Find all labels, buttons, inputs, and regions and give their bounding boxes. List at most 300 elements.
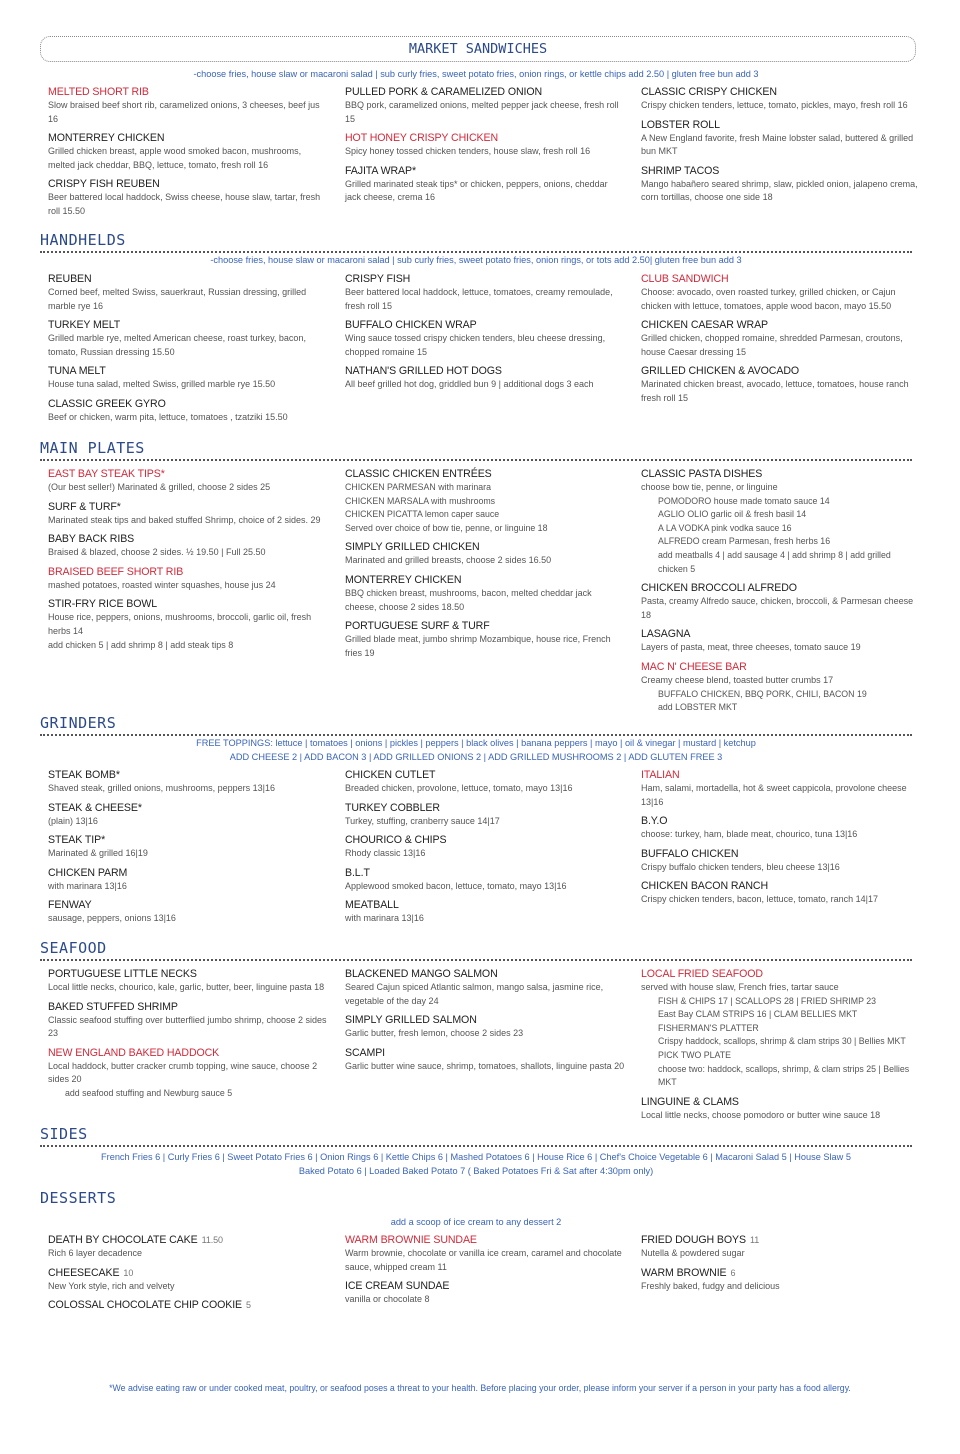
menu-item-name-text: TURKEY MELT [48,319,121,332]
menu-item-name-text: FENWAY [48,899,92,912]
handhelds-note: -choose fries, house slaw or macaroni salad | sub curly fries, sweet potato fries, onion rings, or tots add 2.50| gluten free bun add 3 [210,255,742,265]
menu-item-name-text: CLASSIC CRISPY CHICKEN [641,86,777,98]
grinders-addons-note: ADD CHEESE 2 | ADD BACON 3 | ADD GRILLED ONIONS 2 | ADD GRILLED MUSHROOMS 2 | ADD GLUTEN FREE 3 [229,752,723,762]
menu-item-name-text: LOCAL FRIED SEAFOOD [641,968,763,980]
menu-item-description: Local little necks, choose pomodoro or butter wine sauce 18 [641,1109,881,1120]
market-sandwiches-note: -choose fries, house slaw or macaroni salad | sub curly fries, sweet potato fries, onion rings, or kettle chips add 2.50 | gluten free bun add 3 [193,69,759,79]
menu-item-name [641,627,921,641]
menu-item [641,1233,921,1261]
menu-item-description: Rich 6 layer decadence [48,1248,143,1258]
menu-item-option: FISH & CHIPS 17 | SCALLOPS 28 | FRIED SHRIMP 23 [658,995,877,1006]
menu-item-option: Crispy haddock, scallops, shrimp & clam strips 30 | Bellies MKT [658,1036,906,1047]
menu-item-name [345,1046,625,1060]
menu-item [345,768,625,796]
menu-item-description: Choose: avocado, oven roasted turkey, grilled chicken, or Cajun chicken with lettuce, tomatoes, apple wood bacon, mayo 15.50 [641,287,896,311]
menu-item-name-text: MONTERREY CHICKEN [48,132,165,145]
menu-item-description: Beer battered local haddock, Swiss cheese, house slaw, tartar, fresh roll 15.50 [48,192,321,216]
menu-item-name-text: STEAK & CHEESE* [48,801,142,814]
desserts-title: DESSERTS [40,1189,117,1207]
menu-item-name-text: COLOSSAL CHOCOLATE CHIP COOKIE [48,1299,243,1312]
menu-item-name [345,866,625,880]
menu-item-name-text: CHICKEN BROCCOLI ALFREDO [641,582,797,595]
menu-item-description: vanilla or chocolate 8 [345,1294,430,1305]
menu-item [641,118,921,159]
menu-item-description: Pasta, creamy Alfredo sauce, chicken, broccoli, & Parmesan cheese 18 [641,596,914,620]
menu-item-price: 10 [123,1267,134,1278]
menu-item [345,1233,625,1274]
menu-item-name [345,573,625,587]
market-sandwiches-section [40,67,918,216]
menu-item-description: Wing sauce tossed crispy chicken tenders, bleu cheese dressing, chopped romaine 15 [345,333,606,357]
menu-item-description: Marinated steak tips and baked stuffed Shrimp, choice of 2 sides. 29 [48,514,321,525]
menu-item-description: Garlic butter, fresh lemon, choose 2 sides 23 [345,1028,524,1039]
menu-item-name [345,768,625,782]
menu-item-name [48,500,328,514]
menu-item-name [641,467,921,481]
menu-item-name [48,532,328,546]
menu-item-description: Corned beef, melted Swiss, sauerkraut, Russian dressing, grilled marble rye 16 [48,287,307,311]
menu-item-name-text: B.Y.O [641,815,668,828]
menu-item-description: (Our best seller!) Marinated & grilled, choose 2 sides 25 [48,482,271,492]
menu-item-name-text: TURKEY COBBLER [345,801,440,814]
menu-item-option: add LOBSTER MKT [658,702,738,713]
menu-item-description: Mango habañero seared shrimp, slaw, pickled onion, jalapeno crema, corn tortillas, choose one side 18 [641,178,918,203]
menu-item-option: POMODORO house made tomato sauce 14 [658,495,830,506]
menu-item-name-text: PORTUGUESE SURF & TURF [345,620,490,633]
menu-item [48,85,328,126]
menu-item-name [48,898,328,912]
menu-item [48,272,328,313]
menu-item-name [345,967,625,981]
menu-item-name-text: CLASSIC PASTA DISHES [641,468,763,480]
menu-item [345,540,625,568]
menu-item-name-text: STEAK BOMB* [48,769,120,781]
menu-item-description: Crispy chicken tenders, lettuce, tomato, pickles, mayo, fresh roll 16 [641,100,908,110]
menu-item [345,1279,625,1307]
menu-item [641,467,921,576]
menu-item-name-text: PULLED PORK & CARAMELIZED ONION [345,86,543,98]
menu-item-description: choose: turkey, ham, blade meat, chourico, tuna 13|16 [641,829,858,840]
menu-item-line: Served over choice of bow tie, penne, or linguine 18 [345,522,548,533]
menu-item-name-text: CHICKEN PARM [48,866,128,879]
menu-item-description: Ham, salami, mortadella, hot & sweet cappicola, provolone cheese 13|16 [641,783,907,807]
menu-item [345,85,625,126]
menu-item-name-text: LASAGNA [641,628,691,641]
menu-item-name [48,1298,328,1312]
sides-title: SIDES [40,1125,88,1143]
menu-item-line: CHICKEN MARSALA with mushrooms [345,495,496,506]
menu-item-name [345,272,625,286]
menu-item [48,532,328,560]
market-col-3 [641,85,921,210]
menu-item [48,1233,328,1261]
menu-item-name-text: CLUB SANDWICH [641,273,729,285]
menu-item-name-text: SCAMPI [345,1046,386,1059]
menu-item-name [641,967,921,981]
main-plates-title: MAIN PLATES [40,439,145,457]
menu-item-name-text: CRISPY FISH REUBEN [48,178,160,191]
menu-item-name [48,565,328,579]
menu-item [641,627,921,655]
menu-item [345,131,625,159]
menu-item [48,318,328,359]
market-sandwiches-header-box [40,36,916,62]
menu-item-option: A LA VODKA pink vodka sauce 16 [658,522,792,533]
menu-item-name-text: CHICKEN CUTLET [345,769,436,781]
menu-item-addons: add chicken 5 | add shrimp 8 | add steak tips 8 [48,639,234,650]
grinders-section [40,714,912,924]
menu-item-description: Beef or chicken, warm pita, lettuce, tomatoes , tzatziki 15.50 [48,411,288,422]
menu-item [641,318,921,359]
menu-item-description: Grilled chicken, chopped romaine, shredded Parmesan, croutons, house Caesar dressing 15 [641,333,903,357]
menu-item [48,467,328,495]
menu-item-option: add meatballs 4 | add sausage 4 | add shrimp 8 | add grilled chicken 5 [658,549,891,574]
menu-item-name [48,801,328,815]
menu-item [48,898,328,926]
menu-item-name [345,318,625,332]
grinders-toppings-note: FREE TOPPINGS: lettuce | tomatoes | onions | pickles | peppers | black olives | banana peppers | mayo | oil & vinegar | mustard | ketchup [196,738,756,748]
menu-item-name-text: BLACKENED MANGO SALMON [345,968,498,980]
menu-item [48,1298,328,1312]
menu-item-name [641,272,921,286]
menu-item-name [345,833,625,847]
seafood-title: SEAFOOD [40,939,107,957]
menu-item-name [641,879,921,893]
menu-item [48,801,328,829]
menu-item-name [48,768,328,782]
grinders-col-1 [48,768,328,931]
menu-item [48,177,328,218]
menu-item [641,768,921,809]
menu-item-name-text: WARM BROWNIE SUNDAE [345,1234,477,1246]
menu-item-description: (plain) 13|16 [48,815,98,826]
menu-item-name [641,164,921,178]
menu-item [345,833,625,861]
menu-item-name-text: CHOURICO & CHIPS [345,834,447,847]
menu-item-description: with marinara 13|16 [345,913,424,924]
menu-item [641,581,921,622]
allergy-disclaimer: *We advise eating raw or under cooked meat, poultry, or seafood poses a threat to your health. Before placing your order, please inform your server if a person in your party has a food allergy. [109,1383,851,1393]
menu-item [345,467,625,535]
menu-item-description: Spicy honey tossed chicken tenders, house slaw, fresh roll 16 [345,146,591,157]
menu-item [48,565,328,593]
menu-item-description: All beef grilled hot dog, griddled bun 9 | additional dogs 3 each [345,379,594,390]
menu-item-description: Creamy cheese blend, toasted butter crumbs 17 [641,674,834,685]
menu-item-name-text: SURF & TURF* [48,500,121,513]
menu-item [345,619,625,660]
menu-item-name [48,1000,328,1014]
menu-item [345,318,625,359]
sides-line-2: Baked Potato 6 | Loaded Baked Potato 7 ( Baked Potatoes Fri & Sat after 4:30pm only) [298,1166,654,1176]
menu-item-price: 6 [730,1267,736,1278]
menu-item-description: BBQ chicken breast, mushrooms, bacon, melted cheddar jack cheese, choose 2 sides 18.50 [345,587,592,612]
menu-item-option: choose two: haddock, scallops, shrimp, & clam strips 25 | Bellies MKT [658,1063,910,1088]
menu-item-name-text: MONTERREY CHICKEN [345,573,462,586]
menu-item-name [345,1013,625,1027]
mains-col-3 [641,467,921,720]
menu-item [641,85,921,113]
grinders-title: GRINDERS [40,714,117,732]
market-col-2 [345,85,625,210]
menu-item-name [48,1046,328,1060]
menu-item-option: AGLIO OLIO garlic oil & fresh basil 14 [658,509,807,520]
menu-item-name-text: CLASSIC GREEK GYRO [48,397,166,410]
menu-item-name-text: BUFFALO CHICKEN [641,847,739,860]
menu-item-name-text: CHEESECAKE [48,1266,120,1279]
menu-item-name-text: BAKED STUFFED SHRIMP [48,1000,178,1013]
mains-col-1 [48,467,328,657]
seafood-divider [40,959,912,961]
seafood-col-3 [641,967,921,1127]
menu-item-name-text: HOT HONEY CRISPY CHICKEN [345,132,499,145]
menu-item [48,866,328,894]
menu-item-name [48,1266,328,1280]
menu-item [641,879,921,907]
menu-item-name-text: ITALIAN [641,769,680,781]
menu-item-name-text: BRAISED BEEF SHORT RIB [48,565,184,578]
menu-item-name-text: SIMPLY GRILLED CHICKEN [345,541,480,554]
menu-item-name [345,164,625,178]
menu-item-description: served with house slaw, French fries, tartar sauce [641,982,839,992]
desserts-col-2 [345,1233,625,1312]
menu-item [48,833,328,861]
menu-item-name [345,898,625,912]
menu-item-name [345,540,625,554]
menu-item [345,801,625,829]
market-sandwiches-title: MARKET SANDWICHES [408,41,548,57]
menu-item [345,1046,625,1074]
menu-item-price: 11.50 [201,1235,223,1245]
menu-item-name-text: GRILLED CHICKEN & AVOCADO [641,365,800,378]
menu-item [641,1095,921,1123]
menu-item-description: choose bow tie, penne, or linguine [641,482,778,492]
menu-item [48,397,328,425]
menu-item-name-text: EAST BAY STEAK TIPS* [48,468,165,480]
menu-item-name-text: MEATBALL [345,899,399,912]
menu-item-description: Grilled chicken breast, apple wood smoked bacon, mushrooms, melted jack cheddar, BBQ, lettuce, tomato, fresh roll 16 [48,146,302,170]
seafood-col-1 [48,967,328,1106]
menu-item-description: Braised & blazed, choose 2 sides. ½ 19.50 | Full 25.50 [48,547,266,558]
menu-item-name-text: CHICKEN BACON RANCH [641,880,769,893]
menu-item [48,500,328,528]
menu-item-name-text: CRISPY FISH [345,273,411,285]
market-col-1 [48,85,328,224]
menu-item-name [345,619,625,633]
menu-item-name [48,131,328,145]
menu-item-option: FISHERMAN'S PLATTER [658,1022,759,1033]
menu-item-description: Applewood smoked bacon, lettuce, tomato, mayo 13|16 [345,880,567,891]
seafood-section [40,939,912,1120]
menu-item-name [641,318,921,332]
menu-item-name-text: BABY BACK RIBS [48,533,135,546]
menu-item-name [48,967,328,981]
menu-item [48,1046,328,1101]
menu-item-option: BUFFALO CHICKEN, BBQ PORK, CHILI, BACON 19 [658,688,867,699]
menu-item-name [641,85,921,99]
menu-item-name [641,814,921,828]
menu-item [345,866,625,894]
menu-item-description: Grilled marble rye, melted American cheese, roast turkey, bacon, tomato, Russian dressing 15.50 [48,333,306,357]
menu-item-name [48,1233,328,1247]
menu-item-name-text: FRIED DOUGH BOYS [641,1234,746,1246]
main-plates-section [40,439,914,713]
handhelds-col-2 [345,272,625,397]
menu-item-line: CHICKEN PICATTA lemon caper sauce [345,509,500,520]
menu-item-name [48,597,328,611]
menu-item-name [48,364,328,378]
sides-line-1: French Fries 6 | Curly Fries 6 | Sweet Potato Fries 6 | Onion Rings 6 | Kettle Chips 6 | Mashed Potatoes 6 | House Rice 6 | Chef's Choice Vegetable 6 | Macaroni Salad 5 | House Slaw 5 [101,1152,851,1162]
menu-item [641,847,921,875]
menu-item-name-text: LINGUINE & CLAMS [641,1095,739,1108]
menu-item [641,272,921,313]
desserts-section [40,1189,912,1312]
desserts-note: add a scoop of ice cream to any dessert 2 [390,1217,562,1227]
menu-item [345,898,625,926]
menu-item-name [48,833,328,847]
menu-item-name-text: SHRIMP TACOS [641,164,720,177]
menu-item-description: with marinara 13|16 [48,880,127,891]
menu-item-name-text: CLASSIC CHICKEN ENTRÉES [345,468,492,480]
menu-item-name-text: B.L.T [345,866,370,879]
menu-item [641,660,921,715]
menu-item-description: Slow braised beef short rib, caramelized onions, 3 cheeses, beef jus 16 [48,100,320,124]
menu-item [48,597,328,652]
menu-item-option: East Bay CLAM STRIPS 16 | CLAM BELLIES MKT [658,1009,858,1020]
menu-item-name [641,1266,921,1280]
menu-item-price: 5 [246,1300,251,1311]
menu-item [641,164,921,205]
menu-item-description: Warm brownie, chocolate or vanilla ice cream, caramel and chocolate sauce, whipped cream 11 [345,1248,622,1272]
menu-item-name-text: PORTUGUESE LITTLE NECKS [48,968,197,980]
menu-item-name-text: BUFFALO CHICKEN WRAP [345,319,477,332]
menu-item-name [641,1233,921,1247]
menu-item-name-text: DEATH BY CHOCOLATE CAKE [48,1234,198,1246]
menu-item [48,768,328,796]
menu-item-name [48,866,328,880]
menu-item-description: Breaded chicken, provolone, lettuce, tomato, mayo 13|16 [345,783,573,793]
menu-item-description: Marinated chicken breast, avocado, lettuce, tomatoes, house ranch fresh roll 15 [641,379,909,403]
menu-item-name [48,318,328,332]
menu-item-description: Classic seafood stuffing over butterflied jumbo shrimp, choose 2 sides 23 [48,1014,327,1039]
menu-item-description: BBQ pork, caramelized onions, melted pepper jack cheese, fresh roll 15 [345,100,619,124]
menu-item [641,1266,921,1294]
main-plates-divider [40,459,912,461]
menu-item [641,364,921,405]
menu-item-description: Grilled marinated steak tips* or chicken, peppers, onions, cheddar jack cheese, crema 16 [345,178,608,203]
menu-item [345,573,625,614]
seafood-col-2 [345,967,625,1078]
menu-item-name [641,768,921,782]
menu-item-description: Rhody classic 13|16 [345,848,426,859]
menu-item-name [48,177,328,191]
handhelds-col-3 [641,272,921,411]
menu-item-description: Local little necks, chourico, kale, garlic, butter, beer, linguine pasta 18 [48,982,325,992]
menu-item-name [345,131,625,145]
menu-item-name [48,397,328,411]
menu-item-name [48,85,328,99]
menu-item-description: Shaved steak, grilled onions, mushrooms, peppers 13|16 [48,783,275,793]
menu-item-description: Grilled blade meat, jumbo shrimp Mozambique, house rice, French fries 19 [345,634,611,658]
menu-item-name [641,581,921,595]
handhelds-title: HANDHELDS [40,231,126,249]
sides-section [40,1125,912,1178]
menu-item-name-text: REUBEN [48,273,92,285]
menu-item-description: Layers of pasta, meat, three cheeses, tomato sauce 19 [641,642,861,653]
menu-item-name [345,364,625,378]
menu-item-name [641,1095,921,1109]
menu-item-name-text: TUNA MELT [48,365,106,378]
menu-item-name-text: LOBSTER ROLL [641,118,720,131]
menu-item [48,131,328,172]
menu-item [345,967,625,1008]
desserts-col-3 [641,1233,921,1298]
menu-item-description: mashed potatoes, roasted winter squashes, house jus 24 [48,579,276,590]
menu-item-description: Crispy chicken tenders, bacon, lettuce, tomato, ranch 14|17 [641,894,878,905]
menu-item-name [345,467,625,481]
menu-item-description: Freshly baked, fudgy and delicious [641,1280,780,1291]
menu-item-option: ALFREDO cream Parmesan, fresh herbs 16 [658,536,831,547]
menu-item-name-text: MELTED SHORT RIB [48,86,149,98]
menu-item-option: add seafood stuffing and Newburg sauce 5 [65,1087,233,1098]
mains-col-2 [345,467,625,665]
handhelds-section [40,231,912,422]
menu-item-price: 11 [749,1235,760,1245]
menu-item-description: sausage, peppers, onions 13|16 [48,913,176,924]
menu-item-name-text: SIMPLY GRILLED SALMON [345,1014,477,1027]
menu-item [641,967,921,1090]
menu-item-description: Nutella & powdered sugar [641,1248,745,1258]
sides-divider [40,1145,912,1147]
menu-item-name [345,1279,625,1293]
menu-item-name-text: STIR-FRY RICE BOWL [48,598,158,611]
menu-item-name [641,118,921,132]
menu-item [345,272,625,313]
menu-item-description: Beer battered local haddock, lettuce, tomatoes, creamy remoulade, fresh roll 15 [345,287,613,311]
menu-item-option: PICK TWO PLATE [658,1049,731,1060]
menu-item [345,364,625,392]
menu-item-name [345,801,625,815]
menu-item-description: Seared Cajun spiced Atlantic salmon, mango salsa, jasmine rice, vegetable of the day 24 [345,982,604,1006]
menu-item [345,1013,625,1041]
menu-item-name-text: NATHAN'S GRILLED HOT DOGS [345,365,502,378]
menu-item [48,967,328,995]
menu-item-name [641,660,921,674]
menu-item-name [641,364,921,378]
menu-item-name [345,85,625,99]
menu-item-description: Turkey, stuffing, cranberry sauce 14|17 [345,815,500,826]
menu-item [345,164,625,205]
grinders-col-3 [641,768,921,912]
menu-item-description: House rice, peppers, onions, mushrooms, broccoli, garlic oil, fresh herbs 14 [48,612,312,636]
menu-item-description: Garlic butter wine sauce, shrimp, tomatoes, shallots, linguine pasta 20 [345,1060,625,1071]
menu-item-description: Crispy buffalo chicken tenders, bleu cheese 13|16 [641,861,840,872]
menu-item-name-text: MAC N' CHEESE BAR [641,660,747,673]
menu-item-description: Marinated & grilled 16|19 [48,848,148,859]
menu-item-description: Marinated and grilled breasts, choose 2 sides 16.50 [345,555,552,566]
menu-item [48,364,328,392]
menu-item-name [48,467,328,481]
menu-item-description: Local haddock, butter cracker crumb topping, wine sauce, choose 2 sides 20 [48,1060,318,1085]
menu-item-description: New York style, rich and velvety [48,1280,175,1291]
menu-item-name-text: CHICKEN CAESAR WRAP [641,319,769,332]
menu-item [48,1000,328,1041]
handhelds-col-1 [48,272,328,430]
menu-item-name-text: FAJITA WRAP* [345,164,417,177]
menu-item-description: A New England favorite, fresh Maine lobster salad, buttered & grilled bun MKT [641,132,914,157]
menu-item-name [641,847,921,861]
menu-item-name-text: WARM BROWNIE [641,1266,727,1279]
menu-item-description: House tuna salad, melted Swiss, grilled marble rye 15.50 [48,379,276,390]
